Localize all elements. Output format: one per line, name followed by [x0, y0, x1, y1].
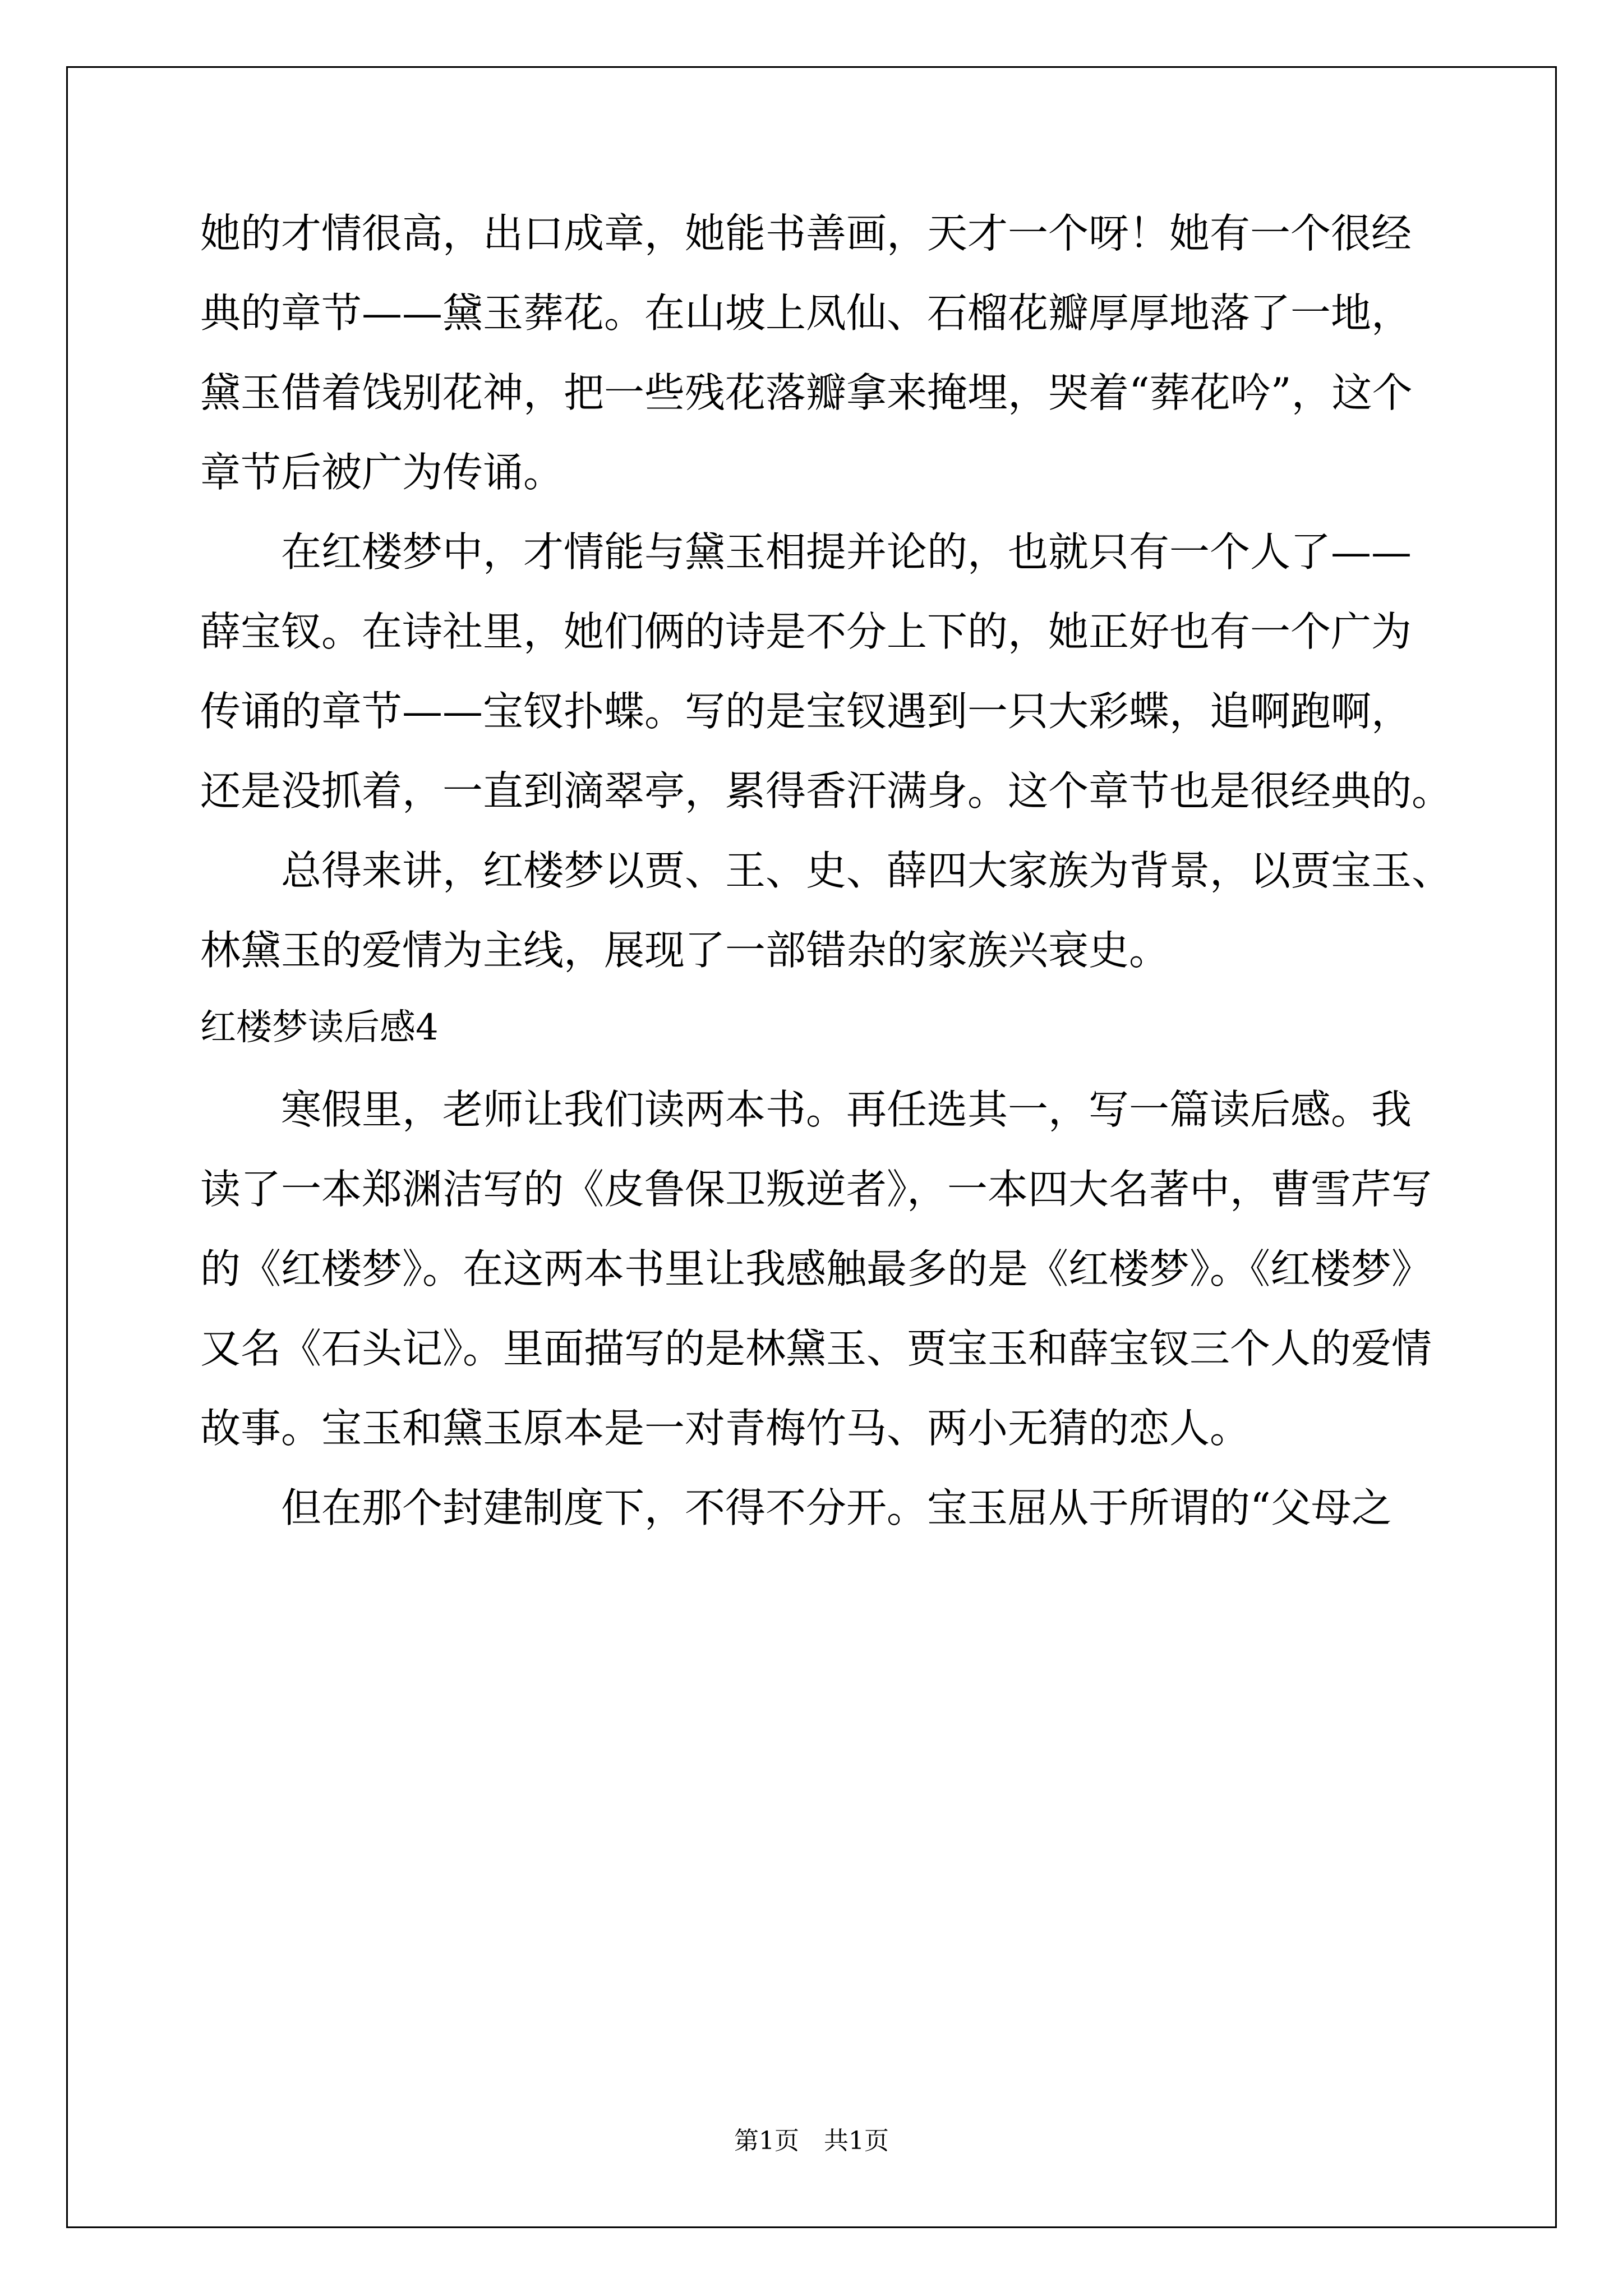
paragraph-first-line: 寒假里，老师让我们读两本书。再任选其一，写一篇读后感。我	[281, 1086, 1412, 1133]
text-line: 读了一本郑渊洁写的《皮鲁保卫叛逆者》，一本四大名著中，曹雪芹写	[200, 1166, 1432, 1213]
text-line: 黛玉借着饯别花神，把一些残花落瓣拿来掩埋，哭着“葬花吟”，这个	[200, 369, 1413, 416]
text-line: 章节后被广为传诵。	[200, 449, 564, 496]
text-line: 还是没抓着，一直到滴翠亭，累得香汗满身。这个章节也是很经典的。	[200, 767, 1453, 815]
text-line: 故事。宝玉和黛玉原本是一对青梅竹马、两小无猜的恋人。	[200, 1405, 1251, 1452]
page-footer	[0, 2129, 1623, 2154]
text-line: 典的章节——黛玉葬花。在山坡上凤仙、石榴花瓣厚厚地落了一地，	[200, 289, 1412, 337]
text-line: 林黛玉的爱情为主线，展现了一部错杂的家族兴衰史。	[200, 927, 1170, 974]
section-heading: 红楼梦读后感4	[200, 1007, 439, 1048]
text-line: 又名《石头记》。里面描写的是林黛玉、贾宝玉和薛宝钗三个人的爱情	[200, 1325, 1432, 1372]
text-line: 的《红楼梦》。在这两本书里让我感触最多的是《红楼梦》。《红楼梦》	[200, 1245, 1432, 1292]
paragraph-first-line: 但在那个封建制度下，不得不分开。宝玉屈从于所谓的“父母之	[281, 1484, 1392, 1531]
page-number-total: 共1页	[824, 2127, 889, 2155]
text-line: 传诵的章节——宝钗扑蝶。写的是宝钗遇到一只大彩蝶，追啊跑啊，	[200, 688, 1412, 735]
text-line: 她的才情很高，出口成章，她能书善画，天才一个呀！她有一个很经	[200, 210, 1412, 257]
page-number-current: 第1页	[734, 2127, 799, 2155]
paragraph-first-line: 在红楼梦中，才情能与黛玉相提并论的，也就只有一个人了——	[281, 528, 1412, 576]
text-line: 薛宝钗。在诗社里，她们俩的诗是不分上下的，她正好也有一个广为	[200, 608, 1412, 655]
paragraph-first-line: 总得来讲，红楼梦以贾、王、史、薛四大家族为背景，以贾宝玉、	[281, 847, 1453, 894]
